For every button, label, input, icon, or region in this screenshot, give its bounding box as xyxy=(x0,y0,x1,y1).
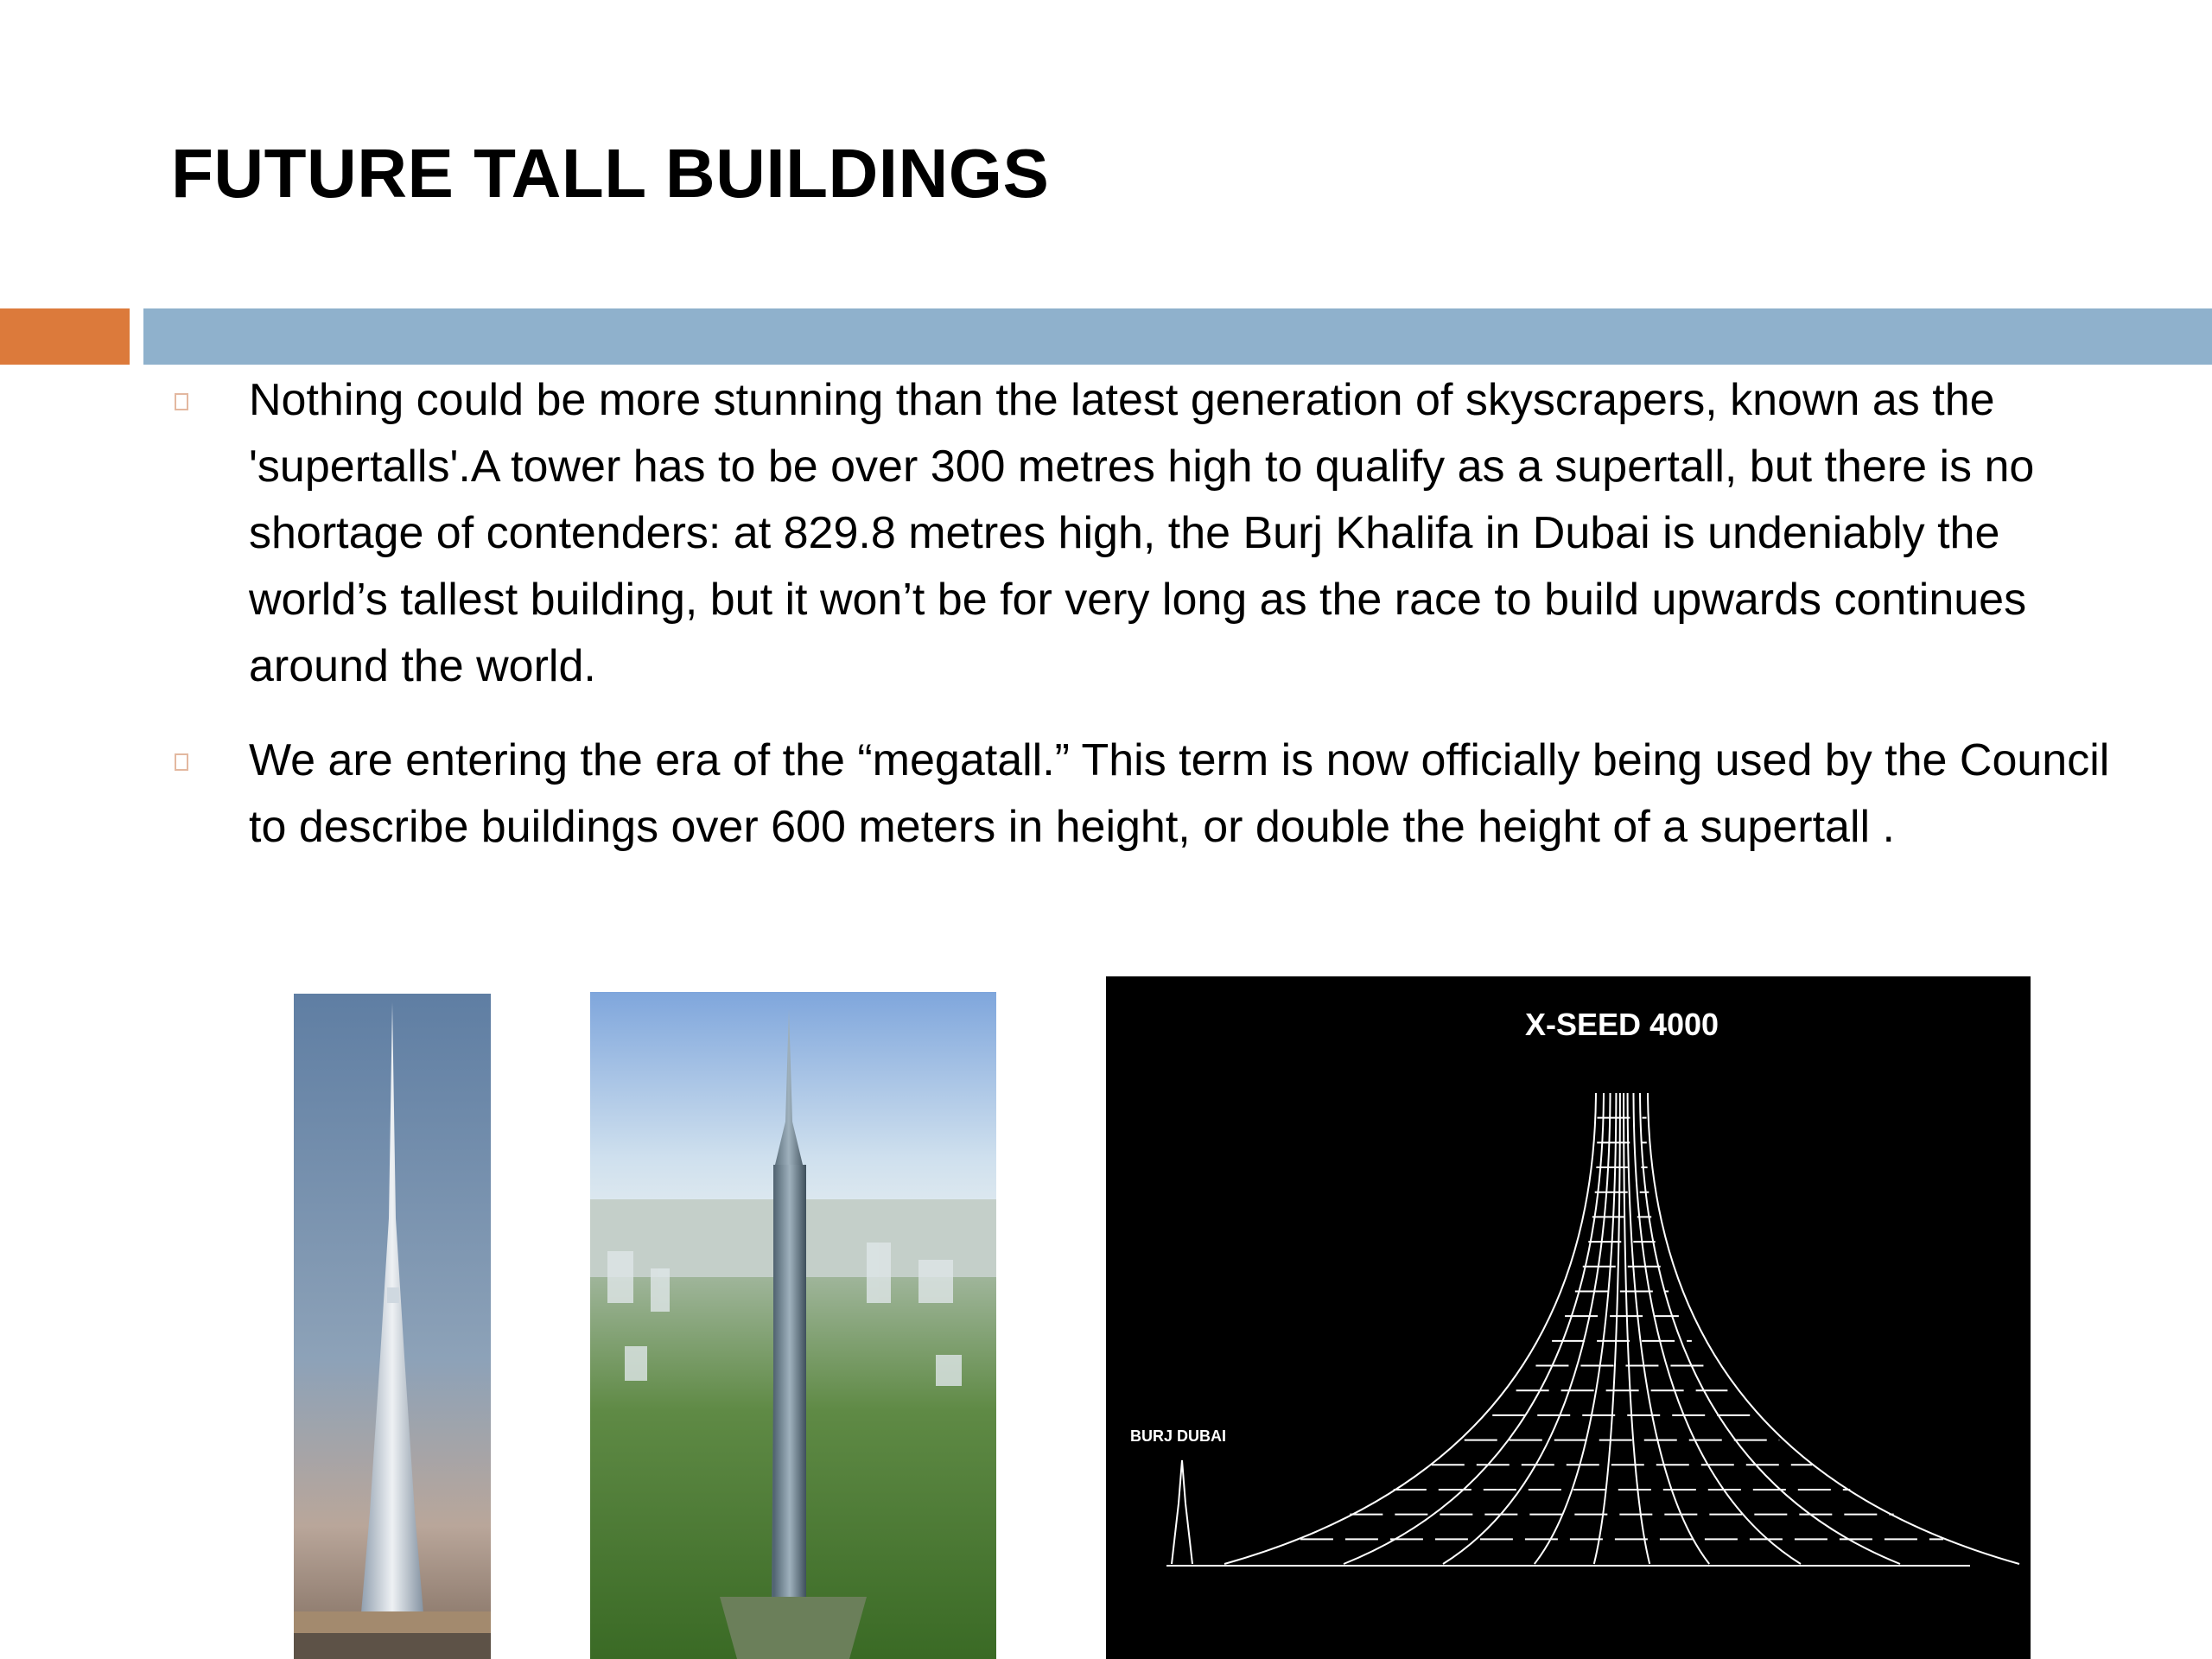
tower-photo-1 xyxy=(294,994,491,1659)
diagram-profile-line xyxy=(1648,1093,2019,1564)
bullet-list xyxy=(164,367,2117,888)
burj-dubai-silhouette xyxy=(1172,1460,1192,1564)
bullet-item xyxy=(164,367,2117,700)
diagram-title: X-SEED 4000 xyxy=(1524,1007,1719,1042)
accent-bar-blue xyxy=(143,308,2212,365)
diagram-profile-line xyxy=(1594,1093,1620,1564)
diagram-profile-line xyxy=(1640,1093,1900,1564)
diagram-comparison-label: BURJ DUBAI xyxy=(1130,1427,1227,1445)
slide-title: FUTURE TALL BUILDINGS xyxy=(171,135,1050,212)
bullet-text: We are entering the era of the “megatall.” This term is now officially being used by the Council to describe buildings over 600 meters in height, or double the height of a supertall . xyxy=(249,735,2110,852)
bullet-marker-icon xyxy=(175,393,188,410)
xseed-diagram xyxy=(1106,976,2031,1659)
xseed-diagram-svg xyxy=(1106,976,2031,1659)
diagram-profile-line xyxy=(1224,1093,1596,1564)
diagram-profile-line xyxy=(1443,1093,1611,1564)
bullet-item xyxy=(164,728,2117,861)
diagram-profile-line xyxy=(1624,1093,1649,1564)
diagram-profile-line xyxy=(1634,1093,1802,1564)
diagram-profile-line xyxy=(1344,1093,1604,1564)
accent-bar-orange xyxy=(0,308,130,365)
tower-photo-2 xyxy=(590,992,996,1659)
diagram-profile-line xyxy=(1535,1093,1617,1564)
bullet-marker-icon xyxy=(175,753,188,771)
diagram-profile-line xyxy=(1628,1093,1710,1564)
bullet-text: Nothing could be more stunning than the latest generation of skyscrapers, known as the 'supertalls'.A tower has to be over 300 metres high to qualify as a supertall, but there is no shortage of contenders: at 829.8 metres high, the Burj Khalifa in Dubai is undeniably the world’s tallest building, but it won’t be for very long as the race to build upwards continues around the world. xyxy=(249,375,2035,691)
